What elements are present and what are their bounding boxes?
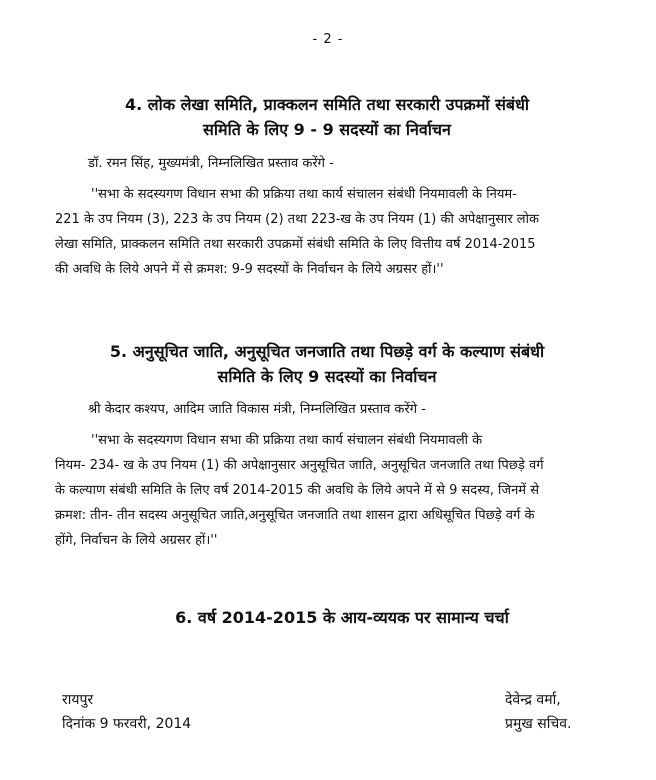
signatory-name: देवेन्द्र वर्मा, — [505, 692, 561, 708]
section-4-paragraph-line: ''सभा के सदस्यगण विधान सभा की प्रक्रिया तथा कार्य संचालन संबंधी नियमावली के नियम- — [91, 187, 517, 202]
section-5-proposer: श्री केदार कश्यप, आदिम जाति विकास मंत्री, निम्नलिखित प्रस्ताव करेंगे - — [88, 402, 426, 417]
section-5-heading-line-1: 5. अनुसूचित जाति, अनुसूचित जनजाति तथा पिछड़े वर्ग के कल्याण संबंधी — [109, 342, 545, 361]
footer-signature — [505, 688, 571, 736]
section-5-paragraph-line: के कल्याण संबंधी समिति के लिए वर्ष 2014-2015 की अवधि के लिये अपने में से 9 सदस्य, जिनमें से — [55, 483, 539, 498]
section-5-paragraph-line: होंगे, निर्वाचन के लिये अग्रसर हों।'' — [55, 533, 218, 548]
section-4-heading — [32, 92, 622, 142]
footer-place-date — [62, 688, 191, 736]
section-5-paragraph-line: नियम- 234- ख के उप नियम (1) की अपेक्षानुसार अनुसूचित जाति, अनुसूचित जनजाति तथा पिछड़े वर्ग — [55, 458, 544, 473]
section-5-heading — [32, 339, 622, 389]
section-4-heading-line-1: 4. लोक लेखा समिति, प्राक्कलन समिति तथा सरकारी उपक्रमों संबंधी — [124, 95, 530, 114]
section-6-heading: 6. वर्ष 2014-2015 के आय-व्ययक पर सामान्य चर्चा — [175, 608, 509, 627]
section-4-paragraph — [55, 182, 615, 282]
section-5-paragraph — [55, 428, 615, 553]
section-4-paragraph-line: की अवधि के लिये अपने में से क्रमश: 9-9 सदस्यों के निर्वाचन के लिये अग्रसर हों।'' — [55, 262, 444, 277]
section-5-heading-line-2: समिति के लिए 9 सदस्यों का निर्वाचन — [217, 367, 437, 386]
section-5-paragraph-line: क्रमश: तीन- तीन सदस्य अनुसूचित जाति,अनुसूचित जनजाति तथा शासन द्वारा अधिसूचित पिछड़े वर्ग के — [55, 508, 535, 523]
section-4-paragraph-line: 221 के उप नियम (3), 223 के उप नियम (2) तथा 223-ख के उप नियम (1) की अपेक्षानुसार लोक — [55, 212, 539, 227]
section-4-paragraph-line: लेखा समिति, प्राक्कलन समिति तथा सरकारी उपक्रमों संबंधी समिति के लिए वित्तीय वर्ष 2014-2015 — [55, 237, 536, 252]
section-5-paragraph-line: ''सभा के सदस्यगण विधान सभा की प्रक्रिया तथा कार्य संचालन संबंधी नियमावली के — [91, 433, 483, 448]
section-4-heading-line-2: समिति के लिए 9 - 9 सदस्यों का निर्वाचन — [203, 120, 451, 139]
page-number: - 2 - — [312, 32, 344, 47]
footer-date: दिनांक 9 फरवरी, 2014 — [62, 716, 192, 732]
footer-place: रायपुर — [62, 692, 94, 708]
signatory-title: प्रमुख सचिव. — [505, 716, 572, 732]
section-4-proposer: डॉ. रमन सिंह, मुख्यमंत्री, निम्नलिखित प्रस्ताव करेंगे - — [88, 156, 334, 171]
